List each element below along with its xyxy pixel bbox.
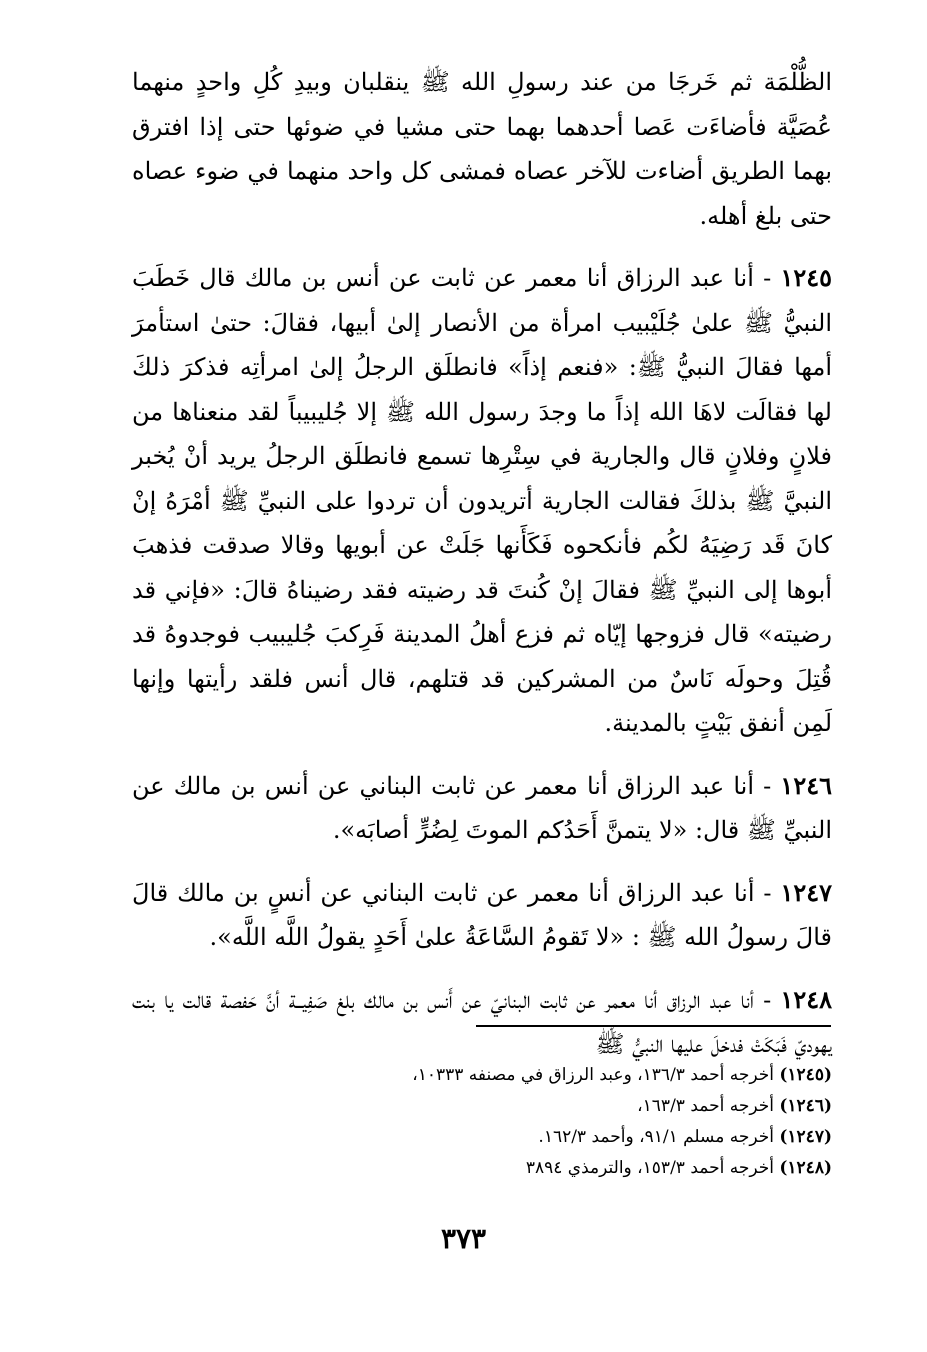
footnote-divider — [476, 1025, 831, 1027]
footnote-ref: (١٢٤٦) — [779, 1096, 832, 1116]
hadith-number: ١٢٤٥ — [780, 263, 833, 292]
hadith-text: - أنا عبد الرزاق أنا معمر عن ثابت البناني عن أنسٍ بن مالك قالَ قالَ رسولُ الله ﷺ : «لا تَقومُ السَّاعَةُ علىٰ أَحَدٍ يقولُ اللَّه اللَّه». — [132, 878, 832, 951]
main-text — [132, 60, 832, 1067]
page-number: ٣٧٣ — [440, 1222, 487, 1255]
hadith-1245 — [132, 256, 832, 746]
footnote-text: أخرجه أحمد ١٥٣/٣، والترمذي ٣٨٩٤ — [525, 1158, 774, 1178]
footnote-item — [212, 1091, 832, 1122]
footnote-text: أخرجه أحمد ١٣٦/٣، وعبد الرزاق في مصنفه ١٠٣٣٣، — [412, 1065, 774, 1085]
hadith-number: ١٢٤٦ — [780, 770, 832, 800]
footnote-text: أخرجه مسلم ٩١/١، وأحمد ١٦٢/٣. — [538, 1127, 774, 1147]
hadith-1248 — [132, 978, 832, 1067]
footnote-item — [212, 1122, 832, 1153]
paragraph-text: الظُّلْمَة ثم خَرجَا من عند رسولِ الله ﷺ ينقلبان وبيدِ كُلِ واحدٍ منهما عُصَيَّة فأضاءَت عَصا أحدهما بهما حتى مشيا في ضوئها حتى إذا افترق بهما الطريق أضاءت للآخر عصاه فمشى كل واحد منهما في ضوء عصاه حتى بلغ أهله. — [132, 68, 832, 230]
hadith-number: ١٢٤٧ — [780, 877, 832, 907]
hadith-number: ١٢٤٨ — [780, 984, 832, 1014]
footnote-text: أخرجه أحمد ١٦٣/٣، — [637, 1096, 774, 1116]
footnote-item — [212, 1060, 832, 1091]
hadith-1246 — [132, 764, 832, 853]
footnotes — [212, 1060, 832, 1184]
footnote-ref: (١٢٤٨) — [779, 1158, 832, 1178]
footnote-ref: (١٢٤٥) — [779, 1065, 832, 1085]
hadith-text: - أنا عبد الرزاق أنا معمر عن ثابت عن أنس بن مالك قال خَطَبَ النبيُّ ﷺ علىٰ جُلَيْبيب امرأة من الأنصار إلىٰ أبيها، فقالَ: حتىٰ استأمرَ أمها فقالَ النبيُّ ﷺ: «فنعم إذاً» فانطلَق الرجلُ إلىٰ امرأتِه فذكرَ ذلكَ لها فقالَت لاهَا الله إذاً ما وجدَ رسول الله ﷺ إلا جُليبيباً لقد منعناها من فلانٍ وفلانٍ قال والجارية في سِتْرِها تسمع فانطلَق الرجلُ يريد أنْ يُخبر النبيَّ ﷺ بذلكَ فقالت الجارية أتريدون أن تردوا على النبيِّ ﷺ أمْرَهُ إنْ كانَ قَد رَضِيَهُ لكُم فأنكحوه فَكَأَنها جَلَتْ عن أبويها وقالا صدقت فذهبَ أبوها إلى النبيِّ ﷺ فقالَ إنْ كُنتَ قد رضيته فقد رضيناهُ قالَ: «فإني قد رضيته» قال فزوجها إيّاه ثم فزع أهلُ المدينة فَرِكبَ جُليبيب فوجدوهُ قد قُتِلَ وحولَه نَاسٌ من المشركين قد قتلهم، قال أنس فلقد رأيتها وإنها لَمِن أنفق بَيْتٍ بالمدينة. — [132, 264, 832, 737]
footnote-ref: (١٢٤٧) — [779, 1127, 832, 1147]
hadith-1247 — [132, 871, 832, 960]
footnote-item — [212, 1153, 832, 1184]
paragraph-continuation — [132, 60, 832, 238]
hadith-text: - أنا عبد الرزاق أنا معمر عن ثابت البنانيّ عن أَنس بن مالك بلغ صَفِيــة أنَّ حَفصة قالت يا بنت يهوديّ فَبَكَتْ فدخلَ عليها النبيُّ ﷺ — [132, 985, 832, 1058]
hadith-text: - أنا عبد الرزاق أنا معمر عن ثابت البناني عن أنس بن مالك عن النبيِّ ﷺ قال: «لا يتمنَّ أَحَدُكم الموتَ لِضُرٍّ أصابَه». — [132, 771, 832, 844]
